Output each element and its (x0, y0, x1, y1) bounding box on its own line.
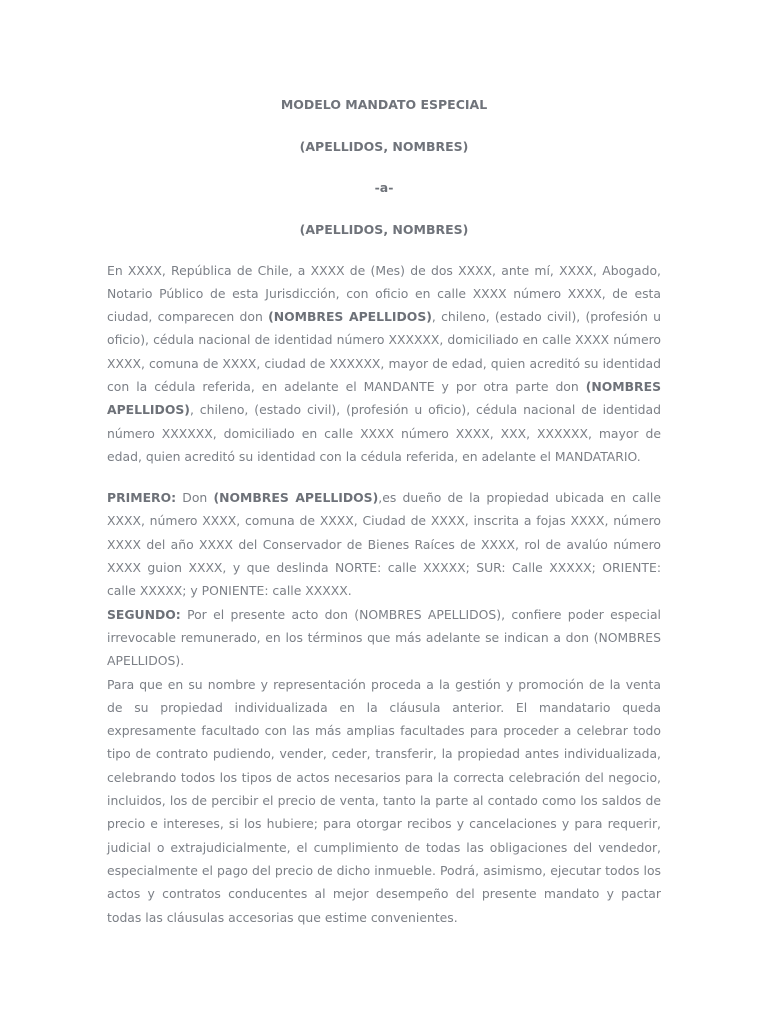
document-title: MODELO MANDATO ESPECIAL (280, 97, 488, 112)
separator-heading: -a- (374, 180, 394, 195)
primero-text-1: Don (176, 490, 214, 506)
intro-bold-2: (NOMBRES APELLIDOS) (107, 378, 661, 418)
segundo-label: SEGUNDO: (107, 606, 181, 622)
primero-paragraph (107, 486, 661, 602)
intro-text-3: , chileno, (estado civil), (profesión u oficio), cédula nacional de identidad número XXXXXX, domiciliado en calle XXXX número XXXX, XXX, XXXXXX, mayor de edad, quien acreditó su identidad con la cédula referida, en adelante el MANDATARIO. (107, 402, 661, 464)
party-b-heading: (APELLIDOS, NOMBRES) (299, 221, 469, 237)
document-body (107, 95, 661, 929)
intro-text-1: En XXXX, República de Chile, a XXXX de (Mes) de dos XXXX, ante mí, XXXX, Abogado, Notario Público de esta Jurisdicción, con oficio en calle XXXX número XXXX, de esta ciudad, comparecen don (107, 262, 661, 325)
intro-bold-1: (NOMBRES APELLIDOS) (268, 309, 432, 325)
intro-text-2: , chileno, (estado civil), (profesión u oficio), cédula nacional de identidad número XXXXXX, domiciliado en calle XXXX número XXXX, comuna de XXXX, ciudad de XXXXXX, mayor de edad, quien acreditó su identidad con la cédula referida, en adelante el MANDANTE y por otra parte don (107, 309, 661, 394)
intro-paragraph (107, 259, 661, 469)
mandate-paragraph: Para que en su nombre y representación proceda a la gestión y promoción de la venta de su propiedad individualizada en la cláusula anterior. El mandatario queda expresamente facultado con las más amplias facultades para proceder a celebrar todo tipo de contrato pudiendo, vender, ceder, transferir, la propiedad antes individualizada, celebrando todos los tipos de actos necesarios para la correcta celebración del negocio, incluidos, los de percibir el precio de venta, tanto la parte al contado como los saldos de precio e intereses, si los hubiere; para otorgar recibos y cancelaciones y para requerir, judicial o extrajudicialmente, el cumplimiento de todas las obligaciones del vendedor, especialmente el pago del precio de dicho inmueble. Podrá, asimismo, ejecutar todos los actos y contratos conducentes al mejor desempeño del presente mandato y pactar todas las cláusulas accesorias que estime convenientes. (107, 676, 661, 925)
segundo-text: Por el presente acto don (NOMBRES APELLIDOS), confiere poder especial irrevocable remunerado, en los términos que más adelante se indican a don (NOMBRES APELLIDOS). (107, 606, 661, 669)
segundo-paragraph (107, 603, 661, 673)
primero-label: PRIMERO: (107, 490, 177, 506)
primero-text-2: ,es dueño de la propiedad ubicada en calle XXXX, número XXXX, comuna de XXXX, Ciudad de XXXX, inscrita a fojas XXXX, número XXXX del año XXXX del Conservador de Bienes Raíces de XXXX, rol de avalúo número XXXX guion XXXX, y que deslinda NORTE: calle XXXXX; SUR: Calle XXXXX; ORIENTE: calle XXXXX; y PONIENTE: calle XXXXX. (107, 490, 661, 599)
primero-bold-1: (NOMBRES APELLIDOS) (213, 490, 379, 506)
party-a-heading: (APELLIDOS, NOMBRES) (299, 138, 469, 154)
